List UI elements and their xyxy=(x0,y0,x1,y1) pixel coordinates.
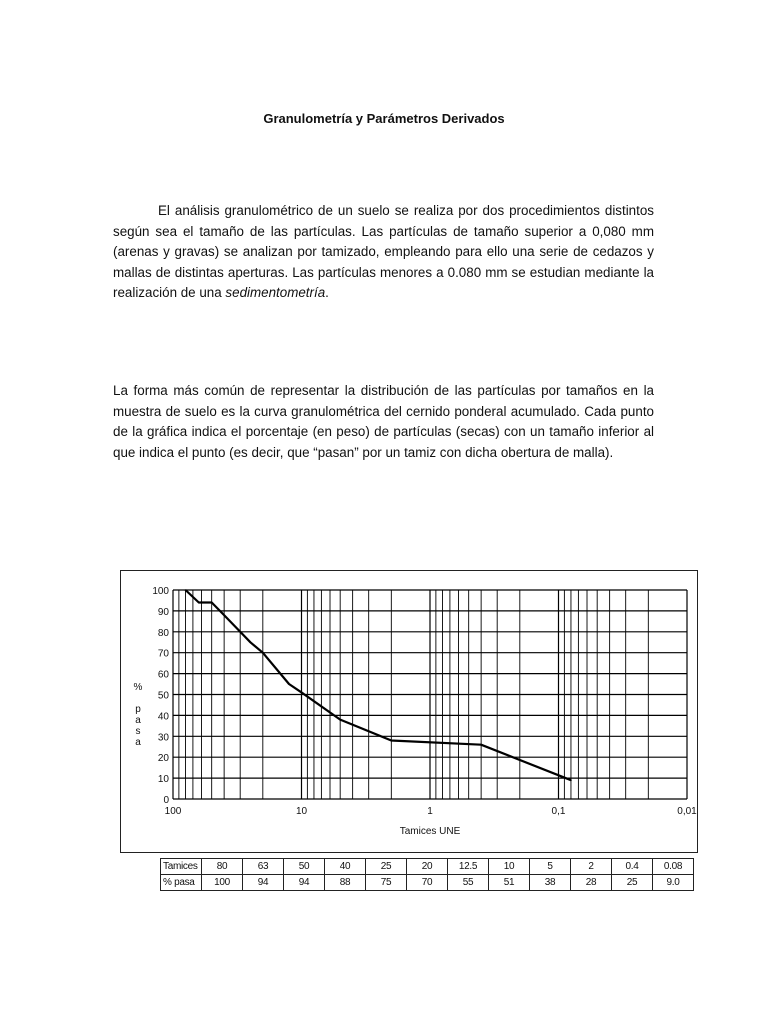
y-tick-label: 50 xyxy=(157,690,169,702)
table-row-label: Tamices xyxy=(161,859,202,875)
y-axis-label: % p a s a xyxy=(133,682,143,748)
y-tick-label: 0 xyxy=(163,795,169,806)
y-tick-label: 40 xyxy=(157,711,169,723)
data-point xyxy=(185,589,187,591)
table-cell: 80 xyxy=(202,859,243,875)
data-point xyxy=(211,602,213,604)
table-cell: 88 xyxy=(325,875,366,891)
table-cell: 25 xyxy=(366,859,407,875)
table-cell: 94 xyxy=(284,875,325,891)
table-row-label: % pasa xyxy=(161,875,202,891)
table-cell: 25 xyxy=(612,875,653,891)
table-cell: 9.0 xyxy=(653,875,694,891)
paragraph-curve: La forma más común de representar la distribución de las partículas por tamaños en la muestra de suelo es la curva granulométrica del cernido ponderal acumulado. Cada punto de la gráfica indica el porcentaje (en peso) de partículas (secas) con un tamaño inferior al que indica el punto (es decir, que “pasan” por un tamiz con dicha obertura de malla). xyxy=(113,383,654,460)
paragraph-intro-end: . xyxy=(325,285,329,301)
table-cell: 20 xyxy=(407,859,448,875)
y-tick-label: 20 xyxy=(157,753,169,765)
data-point xyxy=(339,719,341,721)
table-cell: 40 xyxy=(325,859,366,875)
paragraph-intro xyxy=(113,201,654,304)
table-cell: 5 xyxy=(530,859,571,875)
data-point xyxy=(480,744,482,746)
table-cell: 51 xyxy=(489,875,530,891)
document-title: Granulometría y Parámetros Derivados xyxy=(263,111,505,126)
y-tick-label: 90 xyxy=(157,606,169,618)
sieve-table xyxy=(160,858,694,891)
y-tick-label: 60 xyxy=(157,669,169,681)
data-point xyxy=(570,779,572,781)
y-tick-label: 70 xyxy=(157,648,169,660)
data-point xyxy=(262,652,264,654)
table-cell: 0.08 xyxy=(653,859,694,875)
table-cell: 50 xyxy=(284,859,325,875)
series-line xyxy=(186,590,572,780)
x-tick-label: 0,1 xyxy=(551,806,566,817)
table-cell: 38 xyxy=(530,875,571,891)
table-cell: 94 xyxy=(243,875,284,891)
table-cell: 100 xyxy=(202,875,243,891)
sieve-table-wrap xyxy=(160,858,694,891)
table-cell: 75 xyxy=(366,875,407,891)
data-point xyxy=(223,614,225,616)
y-tick-label: 80 xyxy=(157,627,169,639)
data-point xyxy=(288,683,290,685)
table-cell: 2 xyxy=(571,859,612,875)
x-axis-label: Tamices UNE xyxy=(399,826,461,837)
y-tick-label: 10 xyxy=(157,774,169,786)
emphasis-term: sedimentometría xyxy=(225,285,326,301)
table-row-percent xyxy=(161,875,694,891)
y-tick-label: 30 xyxy=(157,732,169,744)
data-point xyxy=(198,602,200,604)
table-cell: 63 xyxy=(243,859,284,875)
table-row-sieves xyxy=(161,859,694,875)
table-cell: 10 xyxy=(489,859,530,875)
y-tick-label: 100 xyxy=(152,586,169,597)
data-point xyxy=(391,740,393,742)
table-cell: 28 xyxy=(571,875,612,891)
table-cell: 12.5 xyxy=(448,859,489,875)
x-tick-label: 0,01 xyxy=(677,806,697,817)
x-tick-label: 1 xyxy=(427,806,433,817)
table-cell: 0.4 xyxy=(612,859,653,875)
granulometric-chart xyxy=(120,570,698,853)
paragraph-intro-text: El análisis granulométrico de un suelo se realiza por dos procedimientos distintos según sea el tamaño de las partículas. Las partículas de tamaño superior a 0,080 mm (arenas y gravas) se analizan por tamizado, empleando para ello una serie de cedazos y mallas de distintas aperturas. Las partículas menores a 0.080 mm se estudian mediante la realización de una xyxy=(113,203,654,301)
table-cell: 55 xyxy=(448,875,489,891)
table-cell: 70 xyxy=(407,875,448,891)
x-tick-label: 100 xyxy=(164,806,182,817)
data-point xyxy=(301,692,303,694)
x-tick-label: 10 xyxy=(295,806,308,817)
data-point xyxy=(250,641,252,643)
